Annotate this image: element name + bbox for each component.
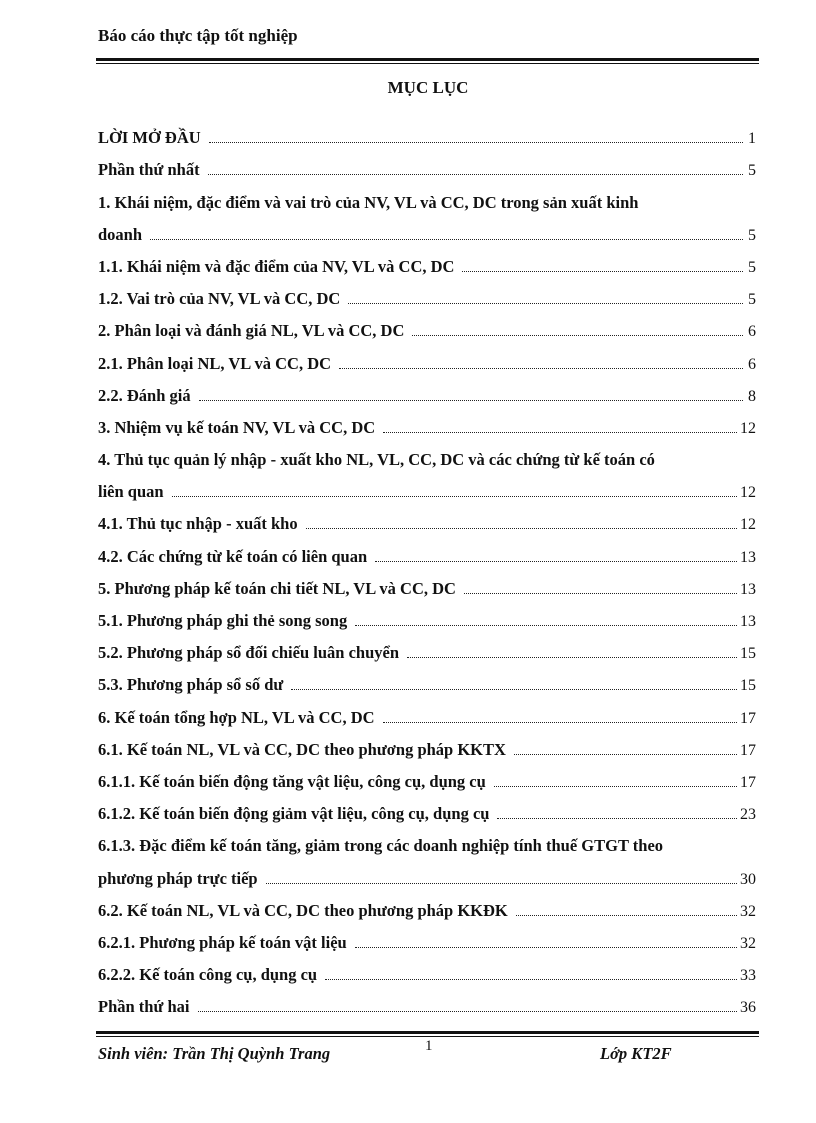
toc-entry[interactable]: [98, 824, 756, 856]
toc-entry-label: 6.1.3. Đặc điểm kế toán tăng, giảm trong các doanh nghiệp tính thuế GTGT theo: [98, 836, 664, 856]
toc-leader-dots: [348, 303, 743, 304]
toc-entry-label: 5. Phương pháp kế toán chi tiết NL, VL và CC, DC: [98, 578, 456, 598]
toc-entry-label: 5.2. Phương pháp sổ đối chiếu luân chuyển: [98, 643, 400, 663]
toc-entry[interactable]: [98, 213, 756, 245]
toc-leader-dots: [514, 754, 737, 755]
toc-entry-page: 8: [748, 387, 756, 405]
header-rule-thin: [96, 63, 759, 64]
toc-entry-label: 3. Nhiệm vụ kế toán NV, VL và CC, DC: [98, 417, 376, 437]
footer-page-number: 1: [425, 1038, 433, 1054]
toc-entry-label: doanh: [98, 224, 143, 244]
toc-leader-dots: [497, 818, 737, 819]
toc-entry-label: 6.2.1. Phương pháp kế toán vật liệu: [98, 932, 347, 952]
toc-entry[interactable]: [98, 502, 756, 534]
toc-entry[interactable]: [98, 534, 756, 566]
toc-entry-label: 2.1. Phân loại NL, VL và CC, DC: [98, 353, 332, 373]
toc-leader-dots: [464, 593, 737, 594]
toc-entry-page: 32: [740, 902, 756, 920]
toc-entry-page: 33: [740, 967, 756, 985]
toc-entry[interactable]: [98, 985, 756, 1017]
toc-entry-label: 6.2. Kế toán NL, VL và CC, DC theo phương pháp KKĐK: [98, 900, 508, 920]
toc-entry-label: 2.2. Đánh giá: [98, 385, 191, 405]
footer-rule-thick: [96, 1031, 759, 1034]
toc-entry[interactable]: [98, 631, 756, 663]
toc-entry-page: 12: [740, 516, 756, 534]
toc-entry[interactable]: [98, 760, 756, 792]
toc-leader-dots: [462, 271, 743, 272]
toc-entry-page: 17: [740, 741, 756, 759]
toc-entry-label: 4.2. Các chứng từ kế toán có liên quan: [98, 546, 368, 566]
toc-leader-dots: [199, 400, 743, 401]
toc-leader-dots: [209, 142, 743, 143]
toc-entry-label: 6.1. Kế toán NL, VL và CC, DC theo phương pháp KKTX: [98, 739, 506, 759]
toc-entry[interactable]: [98, 180, 756, 212]
toc-leader-dots: [291, 689, 737, 690]
toc-leader-dots: [172, 496, 737, 497]
toc-leader-dots: [383, 432, 737, 433]
toc-leader-dots: [516, 915, 737, 916]
toc-entry-page: 13: [740, 580, 756, 598]
toc-entry-label: 1.2. Vai trò của NV, VL và CC, DC: [98, 289, 341, 309]
toc-entry-page: 6: [748, 355, 756, 373]
toc-entry[interactable]: [98, 921, 756, 953]
toc-entry-page: 30: [740, 870, 756, 888]
toc-entry-label: phương pháp trực tiếp: [98, 868, 258, 888]
toc-entry[interactable]: [98, 245, 756, 277]
toc-entry-label: 4. Thủ tục quản lý nhập - xuất kho NL, VL, CC, DC và các chứng từ kế toán có: [98, 450, 655, 470]
toc-entry[interactable]: [98, 695, 756, 727]
toc-leader-dots: [150, 239, 743, 240]
toc-entry[interactable]: [98, 728, 756, 760]
footer-student-name: Sinh viên: Trần Thị Quỳnh Trang: [98, 1044, 331, 1063]
toc-entry-page: 36: [740, 999, 756, 1017]
toc-leader-dots: [306, 528, 737, 529]
toc-entry[interactable]: [98, 116, 756, 148]
toc-entry-label: Phần thứ nhất: [98, 160, 200, 180]
toc-entry-page: 23: [740, 806, 756, 824]
toc-entry[interactable]: [98, 599, 756, 631]
toc-entry[interactable]: [98, 406, 756, 438]
toc-leader-dots: [266, 883, 737, 884]
toc-entry-page: 5: [748, 162, 756, 180]
toc-entry-page: 13: [740, 613, 756, 630]
toc-entry[interactable]: [98, 277, 756, 309]
table-of-contents: [98, 116, 756, 1017]
toc-entry-page: 17: [740, 773, 756, 791]
toc-entry-page: 5: [748, 226, 756, 244]
toc-entry[interactable]: [98, 663, 756, 695]
toc-entry-page: 1: [748, 130, 756, 148]
toc-entry-label: 6. Kế toán tổng hợp NL, VL và CC, DC: [98, 707, 375, 727]
toc-entry-label: LỜI MỞ ĐẦU: [98, 128, 201, 148]
toc-leader-dots: [383, 722, 737, 723]
toc-entry-label: liên quan: [98, 482, 164, 502]
toc-entry-label: 1. Khái niệm, đặc điểm và vai trò của NV, VL và CC, DC trong sản xuất kinh: [98, 192, 639, 212]
toc-leader-dots: [325, 979, 737, 980]
toc-entry[interactable]: [98, 792, 756, 824]
toc-entry-page: 12: [740, 419, 756, 437]
toc-entry[interactable]: [98, 341, 756, 373]
toc-entry[interactable]: [98, 438, 756, 470]
toc-entry[interactable]: [98, 470, 756, 502]
toc-entry[interactable]: [98, 309, 756, 341]
footer-class: Lớp KT2F: [600, 1044, 672, 1063]
toc-leader-dots: [198, 1011, 737, 1012]
toc-entry-label: 6.1.2. Kế toán biến động giảm vật liệu, công cụ, dụng cụ: [98, 804, 490, 824]
toc-entry-page: 5: [748, 291, 756, 309]
toc-entry-label: 5.3. Phương pháp sổ số dư: [98, 675, 284, 695]
toc-entry-label: 4.1. Thủ tục nhập - xuất kho: [98, 514, 298, 534]
toc-entry-label: 6.1.1. Kế toán biến động tăng vật liệu, công cụ, dụng cụ: [98, 771, 486, 791]
toc-entry[interactable]: [98, 148, 756, 180]
toc-entry-page: 15: [740, 677, 756, 695]
toc-leader-dots: [494, 786, 737, 787]
toc-entry-label: 5.1. Phương pháp ghi thẻ song song: [98, 611, 348, 630]
toc-entry-page: 32: [740, 934, 756, 952]
toc-leader-dots: [375, 561, 737, 562]
toc-entry[interactable]: [98, 856, 756, 888]
toc-entry-page: 15: [740, 645, 756, 663]
toc-leader-dots: [355, 625, 737, 626]
toc-entry[interactable]: [98, 567, 756, 599]
toc-leader-dots: [407, 657, 737, 658]
toc-leader-dots: [339, 368, 743, 369]
toc-entry[interactable]: [98, 953, 756, 985]
footer-rule-thin: [96, 1036, 759, 1037]
toc-entry-label: 6.2.2. Kế toán công cụ, dụng cụ: [98, 965, 318, 985]
toc-entry[interactable]: [98, 374, 756, 406]
header-rule-thick: [96, 58, 759, 61]
toc-leader-dots: [355, 947, 737, 948]
page-header-title: Báo cáo thực tập tốt nghiệp: [98, 26, 298, 45]
toc-entry-page: 12: [740, 484, 756, 502]
toc-entry[interactable]: [98, 889, 756, 921]
toc-entry-label: 1.1. Khái niệm và đặc điểm của NV, VL và CC, DC: [98, 256, 455, 276]
toc-entry-page: 5: [748, 258, 756, 276]
toc-leader-dots: [208, 174, 743, 175]
toc-entry-label: 2. Phân loại và đánh giá NL, VL và CC, DC: [98, 321, 405, 341]
toc-leader-dots: [412, 335, 743, 336]
toc-entry-label: Phần thứ hai: [98, 997, 190, 1017]
toc-entry-page: 6: [748, 323, 756, 341]
toc-entry-page: 17: [740, 709, 756, 727]
toc-title: MỤC LỤC: [387, 78, 469, 97]
toc-entry-page: 13: [740, 548, 756, 566]
